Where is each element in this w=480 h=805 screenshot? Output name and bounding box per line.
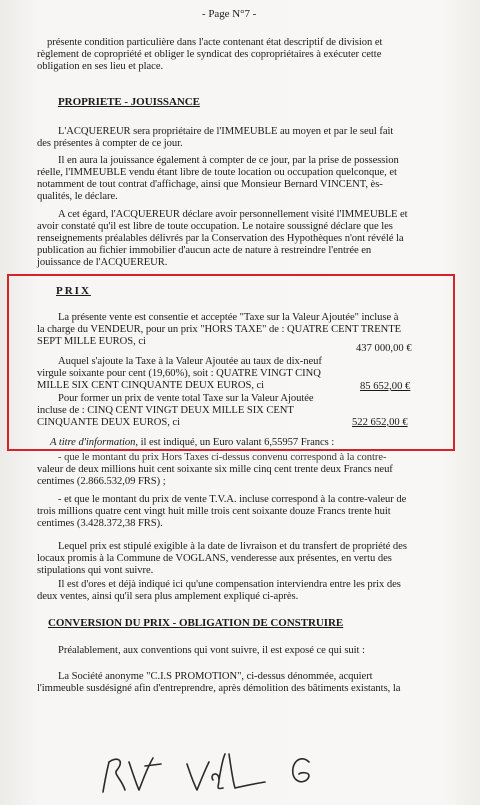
prix-line: Auquel s'ajoute la Taxe à la Valeur Ajoutée au taux de dix-neuf [58, 356, 322, 367]
intro-line: présente condition particulière dans l'acte contenant état descriptif de division et [47, 37, 383, 48]
section-heading-prix: PRIX [56, 285, 91, 297]
info-rest: , il est indiqué, un Euro valant 6,55957 Francs : [135, 437, 335, 448]
prix-line: incluse de : CINQ CENT VINGT DEUX MILLE SIX CENT [37, 405, 294, 416]
amount-tva: 85 652,00 € [360, 381, 411, 392]
prix-line: MILLE SIX CENT CINQUANTE DEUX EUROS, ci [37, 380, 265, 391]
handwritten-initials-signature [95, 740, 325, 800]
conversion-note-line: trois millions quatre cent vingt huit mille trois cent soixante douze Francs trente huit [37, 506, 391, 517]
section-heading-conversion: CONVERSION DU PRIX - OBLIGATION DE CONSTRUIRE [48, 617, 344, 629]
propriete-line: qualités, le déclare. [37, 191, 118, 202]
conversion-line: Préalablement, aux conventions qui vont suivre, il est exposé ce qui suit : [58, 645, 365, 656]
amount-total-ttc: 522 652,00 € [352, 417, 408, 428]
propriete-line: publication au fichier immobilier d'aucun acte de nature à restreindre l'entrée en [37, 245, 372, 256]
prix-exigible-line: deux ventes, ainsi qu'il sera plus amplement expliqué ci-après. [37, 591, 299, 602]
conversion-line: La Société anonyme "C.I.S PROMOTION", ci-dessus dénommée, acquiert [58, 671, 373, 682]
conversion-line: l'immeuble susdésigné afin d'entreprendre, après démolition des bâtiments existants, la [37, 683, 401, 694]
section-heading-propriete: PROPRIETE - JOUISSANCE [58, 96, 200, 108]
prix-exigible-line: stipulations qui vont suivre. [37, 565, 154, 576]
conversion-note-line: - que le montant du prix Hors Taxes ci-dessus convenu correspond à la contre- [58, 452, 387, 463]
propriete-line: renseignements préalables délivrés par la Conservation des Hypothèques n'ont révélé la [37, 233, 404, 244]
conversion-note-line: centimes (2.866.532,09 FRS) ; [37, 476, 166, 487]
prix-line: CINQUANTE DEUX EUROS, ci [37, 417, 180, 428]
prix-exigible-line: Lequel prix est stipulé exigible à la date de livraison et du transfert de propriété des [58, 541, 407, 552]
propriete-line: A cet égard, l'ACQUEREUR déclare avoir personnellement visité l'IMMEUBLE et [58, 209, 408, 220]
propriete-line: des présentes à compter de ce jour. [37, 138, 183, 149]
propriete-line: L'ACQUEREUR sera propriétaire de l'IMMEUBLE au moyen et par le seul fait [58, 126, 394, 137]
prix-line: Pour former un prix de vente total Taxe sur la Valeur Ajoutée [58, 393, 314, 404]
intro-line: obligation en ses lieu et place. [37, 61, 164, 72]
page-number: - Page N°7 - [202, 8, 257, 20]
prix-exigible-line: Il est d'ores et déjà indiqué ici qu'une compensation interviendra entre les prix des [58, 579, 401, 590]
highlight-box [7, 274, 455, 451]
propriete-line: réelle, l'IMMEUBLE vendu étant libre de toute location ou occupation quelconque, et [37, 167, 397, 178]
intro-line: règlement de copropriété et obliger le syndicat des copropriétaires à exécuter cette [37, 49, 382, 60]
conversion-note-line: centimes (3.428.372,38 FRS). [37, 518, 163, 529]
propriete-line: Il en aura la jouissance également à compter de ce jour, par la prise de possession [58, 155, 399, 166]
prix-line: virgule soixante pour cent (19,60%), soit : QUATRE VINGT CINQ [37, 368, 321, 379]
info-italic: A titre d'information [50, 437, 136, 448]
conversion-note-line: - et que le montant du prix de vente T.V.A. incluse correspond à la contre-valeur de [58, 494, 407, 505]
conversion-note-line: valeur de deux millions huit cent soixante six mille cinq cent trente deux Francs neuf [37, 464, 393, 475]
prix-line: la charge du VENDEUR, pour un prix "HORS TAXE" de : QUATRE CENT TRENTE [37, 324, 402, 335]
propriete-line: jouissance de l'ACQUEREUR. [37, 257, 168, 268]
prix-line: SEPT MILLE EUROS, ci [37, 336, 146, 347]
prix-line: La présente vente est consentie et acceptée "Taxe sur la Valeur Ajoutée" incluse à [58, 312, 399, 323]
amount-hors-taxe: 437 000,00 € [356, 343, 412, 354]
prix-exigible-line: locaux promis à la Commune de VOGLANS, venderesse aux présentes, en vertu des [37, 553, 392, 564]
propriete-line: avoir constaté qu'il est libre de toute occupation. Le notaire soussigné déclare que les [37, 221, 393, 232]
propriete-line: notamment de tout contrat d'affichage, ainsi que Monsieur Bernard VINCENT, ès- [37, 179, 383, 190]
